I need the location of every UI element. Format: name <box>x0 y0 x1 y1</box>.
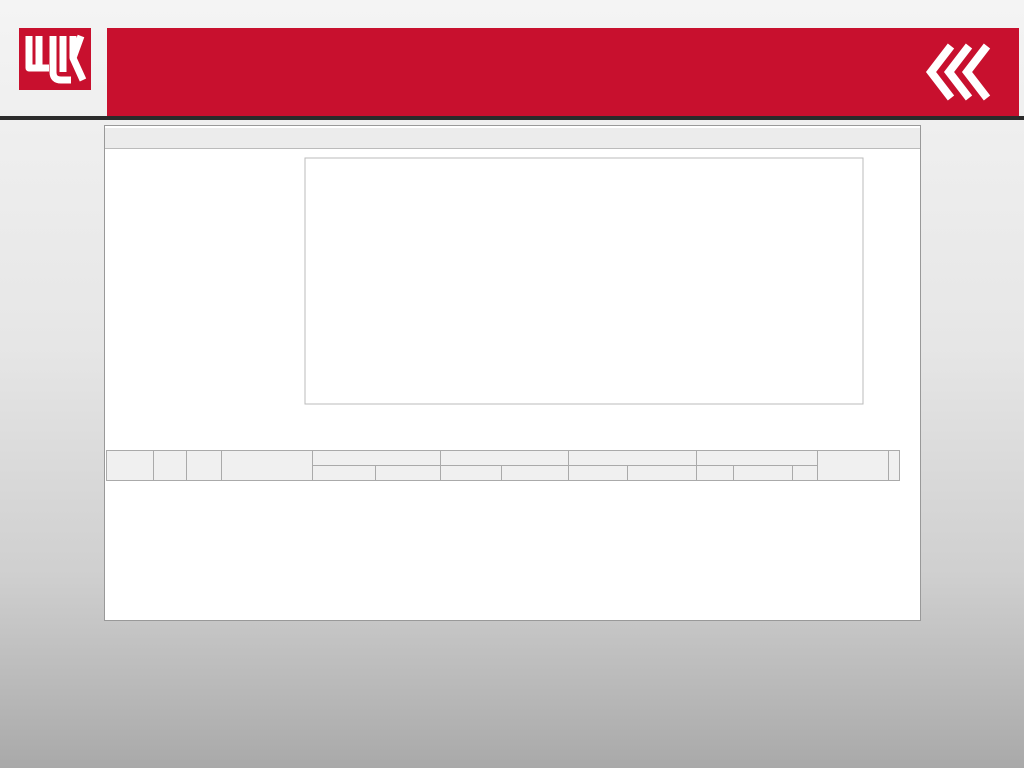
col-liq-accum <box>502 466 569 481</box>
col-d-liq <box>734 466 793 481</box>
col-debit <box>697 451 818 466</box>
col-gas-accum <box>628 466 697 481</box>
col-plast <box>154 451 187 481</box>
title-banner <box>107 28 1019 116</box>
col-extra <box>889 451 900 481</box>
col-nasos <box>222 451 313 481</box>
col-gas <box>569 451 697 466</box>
col-sposob <box>187 451 222 481</box>
col-oil <box>313 451 441 466</box>
col-oil-period <box>313 466 376 481</box>
col-liq-period <box>441 466 502 481</box>
col-water <box>818 451 889 481</box>
col-d-oil <box>697 466 734 481</box>
chevrons-icon <box>923 42 1003 107</box>
well-chart <box>105 150 920 448</box>
col-date <box>107 451 154 481</box>
production-table <box>106 450 900 481</box>
plot-area <box>305 158 863 404</box>
col-liquid <box>441 451 569 466</box>
col-gas-period <box>569 466 628 481</box>
col-oil-accum <box>376 466 441 481</box>
logo-mark <box>19 28 91 90</box>
app-window <box>104 125 921 621</box>
lukoil-logo <box>11 28 99 120</box>
well-tabs <box>105 128 920 149</box>
col-d-gas <box>793 466 818 481</box>
divider <box>0 116 1024 120</box>
